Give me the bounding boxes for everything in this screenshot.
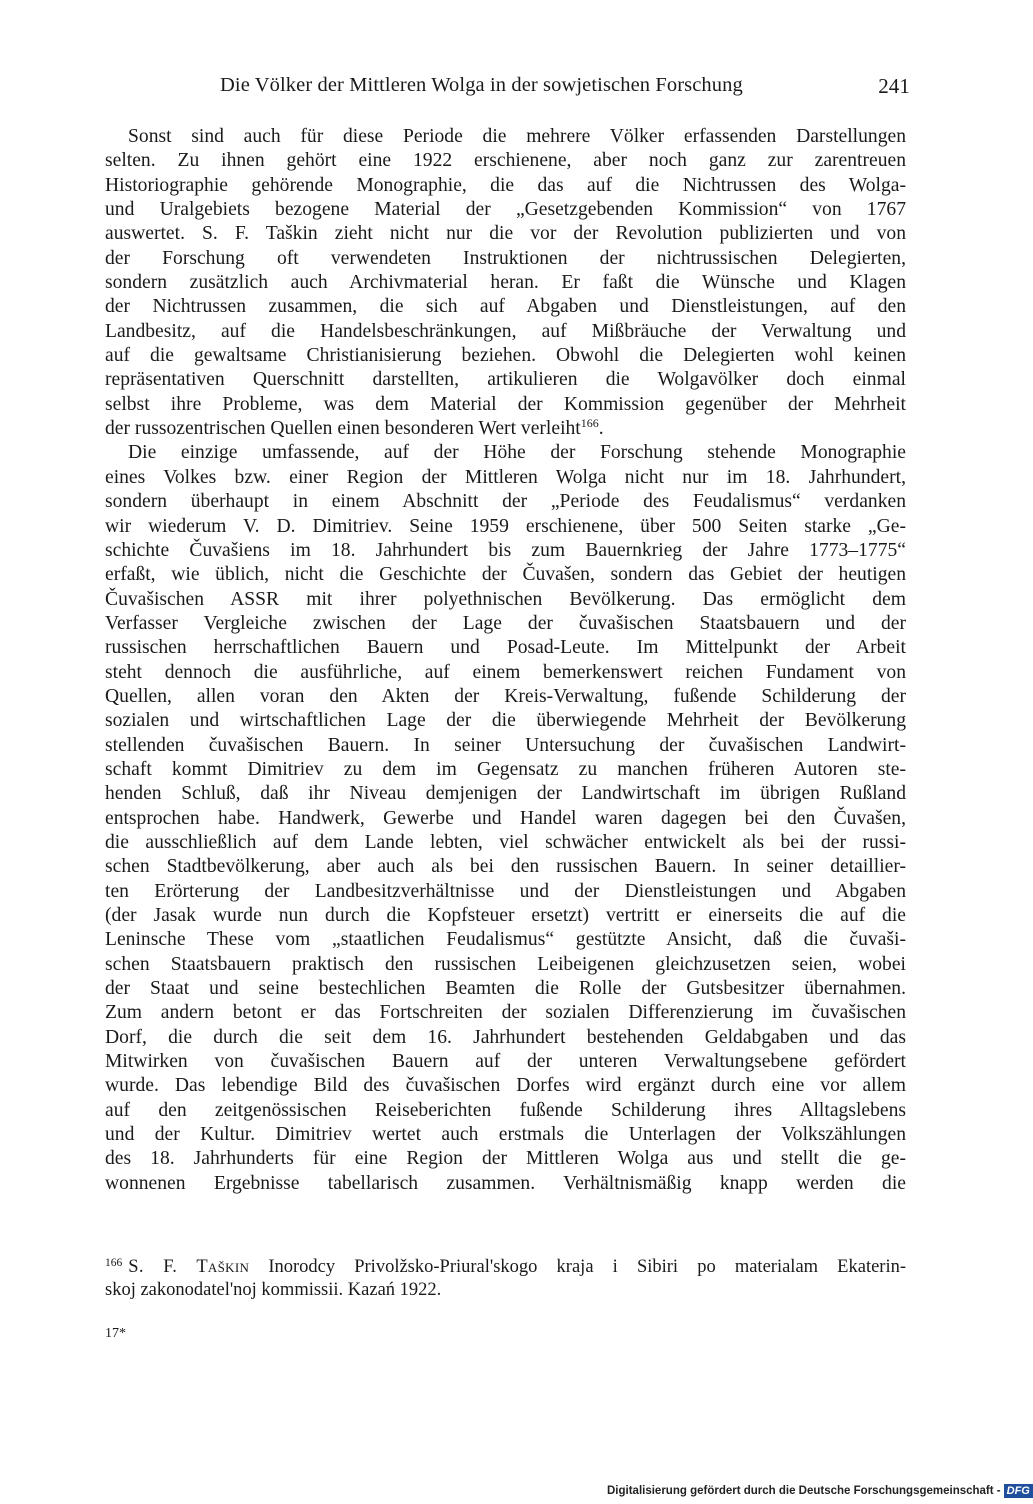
- text-line: (der Jasak wurde nun durch die Kopfsteuer ersetzt) vertritt er einerseits die auf die: [105, 905, 906, 926]
- footnote-line: [105, 1256, 906, 1279]
- text-line: repräsentativen Querschnitt darstellten, artikulieren die Wolgavölker doch einmal: [105, 369, 906, 391]
- dfg-logo-icon: DFG: [1004, 1484, 1033, 1498]
- text-line: wir wiederum V. D. Dimitriev. Seine 1959 erschienene, über 500 Seiten starke „Ge-: [105, 515, 906, 537]
- text-line: selbst ihre Probleme, was dem Material der Kommission gegenüber der Mehrheit: [105, 393, 906, 415]
- text-line: sozialen und wirtschaftlichen Lage der die überwiegende Mehrheit der Bevölkerung: [105, 710, 906, 732]
- text-line: eines Volkes bzw. einer Region der Mittleren Wolga nicht nur im 18. Jahrhundert,: [105, 466, 906, 488]
- text-line: Die einzige umfassende, auf der Höhe der Forschung stehende Monographie: [128, 442, 906, 464]
- text-line: entsprochen habe. Handwerk, Gewerbe und Handel waren dagegen bei den Čuvašen,: [105, 807, 906, 829]
- body-text: [105, 125, 906, 1196]
- page-number: 241: [878, 74, 910, 98]
- text-line: auf den zeitgenössischen Reiseberichten fußende Schilderung ihres Alltagslebens: [105, 1099, 906, 1121]
- footnote-reference-period: .: [598, 418, 604, 440]
- text-line: Zum andern betont er das Fortschreiten der sozialen Differenzierung im čuvašischen: [105, 1002, 906, 1024]
- text-line: Landbesitz, auf die Handelsbeschränkungen, auf Mißbräuche der Verwaltung und: [105, 320, 906, 342]
- text-line: die ausschließlich auf dem Lande lebten, viel schwächer entwickelt als bei der russi-: [105, 831, 906, 853]
- text-line: Verfasser Vergleiche zwischen der Lage der čuvašischen Staatsbauern und der: [105, 612, 906, 634]
- text-line: wurde. Das lebendige Bild des čuvašischen Dorfes wird ergänzt durch eine vor allem: [105, 1075, 906, 1097]
- text-line: und der Kultur. Dimitriev wertet auch erstmals die Unterlagen der Volkszählungen: [105, 1124, 906, 1146]
- text-line: schen Stadtbevölkerung, aber auch als bei den russischen Bauern. In seiner detaillier-: [105, 856, 906, 878]
- footnote-text: Inorodcy Privolžsko-Priural'skogo kraja i Sibiri po materialam Ekaterin-: [268, 1257, 907, 1277]
- text-line: steht dennoch die ausführliche, auf einem bemerkenswert reichen Fundament von: [105, 661, 906, 683]
- text-line: stellenden čuvašischen Bauern. In seiner Untersuchung der čuvašischen Landwirt-: [105, 734, 906, 756]
- text-line: auf die gewaltsame Christianisierung beziehen. Obwohl die Delegierten wohl keinen: [105, 345, 906, 367]
- footnote-number: 166: [105, 1257, 123, 1269]
- text-line: der Forschung oft verwendeten Instruktionen der nichtrussischen Delegierten,: [105, 247, 906, 269]
- text-line: Leninsche These vom „staatlichen Feudalismus“ gestützte Ansicht, daß die čuvaši-: [105, 929, 906, 951]
- text-line: henden Schluß, daß ihr Niveau demjenigen der Landwirtschaft im übrigen Rußland: [105, 783, 906, 805]
- text-line: schichte Čuvašiens im 18. Jahrhundert bis zum Bauernkrieg der Jahre 1773–1775“: [105, 539, 906, 561]
- text-line: der russozentrischen Quellen einen besonderen Wert verleiht: [105, 418, 581, 440]
- digitization-banner-text: Digitalisierung gefördert durch die Deutsche Forschungsgemeinschaft -: [607, 1485, 1001, 1497]
- text-line: Dorf, die durch die seit dem 16. Jahrhundert bestehenden Geldabgaben und das: [105, 1026, 906, 1048]
- text-line: wonnenen Ergebnisse tabellarisch zusammen. Verhältnismäßig knapp werden die: [105, 1172, 906, 1194]
- text-line: Čuvašischen ASSR mit ihrer polyethnischen Bevölkerung. Das ermöglicht dem: [105, 588, 906, 610]
- text-line-with-footnote-ref: [105, 417, 906, 441]
- text-line: der Staat und seine bestechlichen Beamten die Rolle der Gutsbesitzer übernahmen.: [105, 978, 906, 1000]
- text-line: sondern überhaupt in einem Abschnitt der „Periode des Feudalismus“ verdanken: [105, 491, 906, 513]
- running-head: [220, 74, 910, 104]
- running-head-title: Die Völker der Mittleren Wolga in der sowjetischen Forschung: [220, 74, 743, 96]
- text-line: schen Staatsbauern praktisch den russischen Leibeigenen gleichzusetzen seien, wobei: [105, 953, 906, 975]
- footnote-author: S. F. Taškin: [128, 1257, 250, 1277]
- text-line: selten. Zu ihnen gehört eine 1922 erschienene, aber noch ganz zur zarentreuen: [105, 150, 906, 172]
- text-line: Mitwirken von čuvašischen Bauern auf der unteren Verwaltungsebene gefördert: [105, 1051, 906, 1073]
- text-line: Historiographie gehörende Monographie, die das auf die Nichtrussen des Wolga-: [105, 174, 906, 196]
- digitization-banner: [607, 1483, 1033, 1499]
- signature-mark: 17*: [105, 1326, 126, 1341]
- text-line: russischen herrschaftlichen Bauern und Posad-Leute. Im Mittelpunkt der Arbeit: [105, 637, 906, 659]
- text-line: Quellen, allen voran den Akten der Kreis-Verwaltung, fußende Schilderung der: [105, 685, 906, 707]
- footnote-reference[interactable]: 166: [580, 416, 599, 431]
- footnote: [105, 1256, 906, 1302]
- text-line: schaft kommt Dimitriev zu dem im Gegensatz zu manchen früheren Autoren ste-: [105, 758, 906, 780]
- text-line: auswertet. S. F. Taškin zieht nicht nur die vor der Revolution publizierten und von: [105, 223, 906, 245]
- text-line: Sonst sind auch für diese Periode die mehrere Völker erfassenden Darstellungen: [128, 126, 906, 147]
- footnote-line: skoj zakonodatel'noj kommissii. Kazań 1922.: [105, 1280, 442, 1300]
- text-line: und Uralgebiets bezogene Material der „Gesetzgebenden Kommission“ von 1767: [105, 199, 906, 221]
- text-line: sondern zusätzlich auch Archivmaterial heran. Er faßt die Wünsche und Klagen: [105, 272, 906, 294]
- text-line: ten Erörterung der Landbesitzverhältnisse und der Dienstleistungen und Abgaben: [105, 880, 906, 902]
- text-line: erfaßt, wie üblich, nicht die Geschichte der Čuvašen, sondern das Gebiet der heutigen: [105, 564, 906, 586]
- text-line: des 18. Jahrhunderts für eine Region der Mittleren Wolga aus und stellt die ge-: [105, 1148, 906, 1170]
- text-line: der Nichtrussen zusammen, die sich auf Abgaben und Dienstleistungen, auf den: [105, 296, 906, 318]
